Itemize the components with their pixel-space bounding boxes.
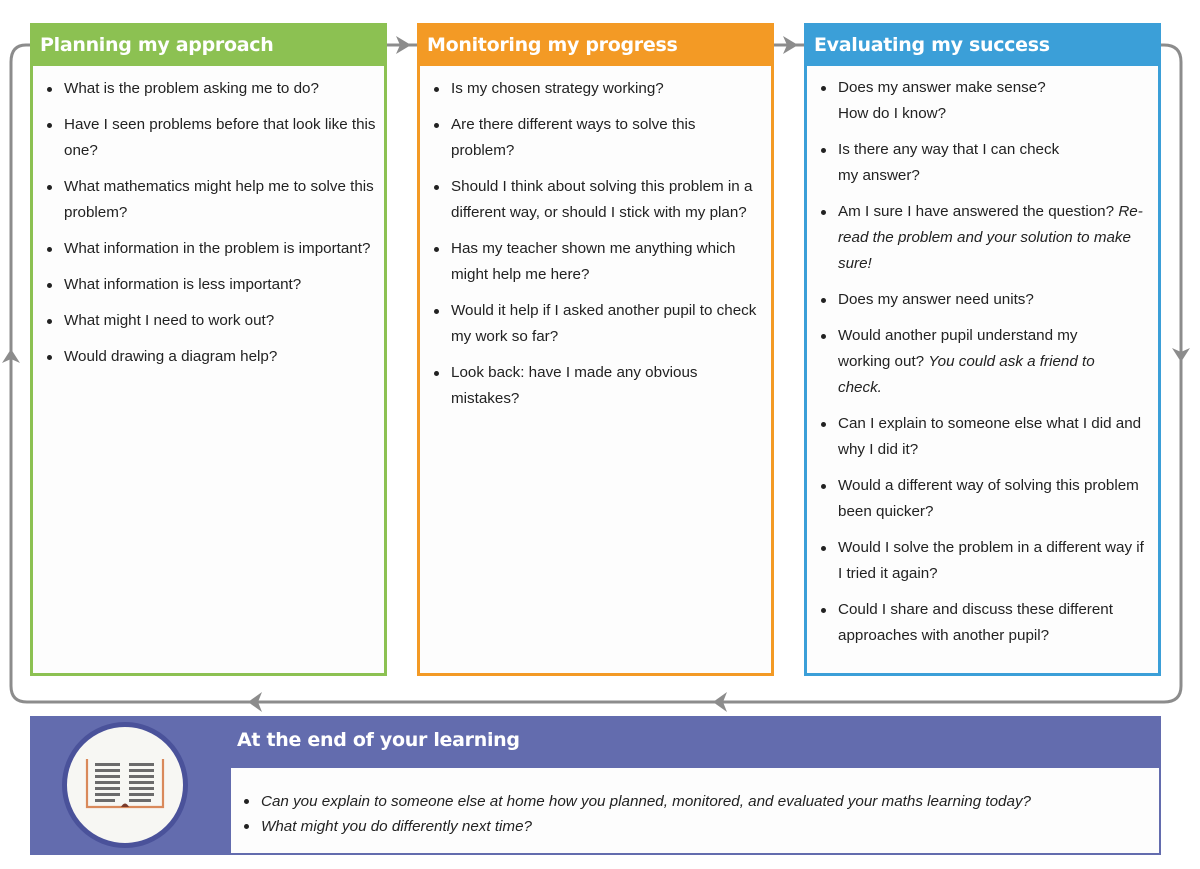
list-item: What information in the problem is important? <box>33 236 376 262</box>
list-item <box>807 597 1150 649</box>
list-item-hint: You could ask a friend to check. <box>838 353 1095 396</box>
list-item-text: Would I solve the problem in a different way if I tried it again? <box>838 539 1144 582</box>
list-item-text: Does my answer make sense? <box>838 79 1046 96</box>
list-item-text: Does my answer need units? <box>838 291 1034 308</box>
list-item <box>807 199 1150 277</box>
list-item <box>807 535 1150 587</box>
list-item: Should I think about solving this problem in a different way, or should I stick with my plan? <box>420 174 763 226</box>
list-item: What mathematics might help me to solve this problem? <box>33 174 376 226</box>
list-item: Is my chosen strategy working? <box>420 76 763 102</box>
list-item <box>807 137 1150 189</box>
book-icon-badge <box>62 722 188 848</box>
list-item-text: Can I explain to someone else what I did and why I did it? <box>838 415 1142 458</box>
end-section-title: At the end of your learning <box>237 729 520 751</box>
list-item: Look back: have I made any obvious mistakes? <box>420 360 763 412</box>
planning-panel <box>30 23 387 676</box>
list-item: Have I seen problems before that look like this one? <box>33 112 376 164</box>
list-item: What might you do differently next time? <box>231 814 1159 839</box>
list-item-text: Would a different way of solving this problem been quicker? <box>838 477 1139 520</box>
evaluating-panel <box>804 23 1161 676</box>
list-item-text: Is there any way that I can check <box>838 141 1060 158</box>
end-section-body <box>231 768 1159 853</box>
list-item: What is the problem asking me to do? <box>33 76 376 102</box>
planning-question-list <box>33 76 384 370</box>
list-item-text: Could I share and discuss these different approaches with another pupil? <box>838 601 1113 644</box>
list-item: Has my teacher shown me anything which might help me here? <box>420 236 763 288</box>
list-item: What information is less important? <box>33 272 376 298</box>
list-item-text-line2: my answer? <box>838 167 920 184</box>
list-item <box>807 323 1150 401</box>
list-item <box>807 411 1150 463</box>
list-item <box>807 75 1150 127</box>
end-question-list <box>231 789 1159 839</box>
list-item: Would it help if I asked another pupil to check my work so far? <box>420 298 763 350</box>
monitoring-panel-title: Monitoring my progress <box>420 26 771 66</box>
evaluating-panel-title: Evaluating my success <box>807 26 1158 66</box>
list-item: Are there different ways to solve this problem? <box>420 112 763 164</box>
open-book-icon <box>85 757 165 813</box>
list-item <box>807 473 1150 525</box>
monitoring-panel <box>417 23 774 676</box>
list-item: Can you explain to someone else at home how you planned, monitored, and evaluated your maths learning today? <box>231 789 1159 814</box>
list-item: What might I need to work out? <box>33 308 376 334</box>
list-item-text: Would another pupil understand my working out? <box>838 327 1078 370</box>
planning-panel-title: Planning my approach <box>33 26 384 66</box>
monitoring-question-list <box>420 76 771 412</box>
list-item-text: Am I sure I have answered the question? <box>838 203 1115 220</box>
end-of-learning-section <box>30 716 1161 855</box>
list-item-text-line2: How do I know? <box>838 105 947 122</box>
list-item <box>807 287 1150 313</box>
evaluating-question-list <box>807 75 1158 649</box>
list-item: Would drawing a diagram help? <box>33 344 376 370</box>
list-item-hint: Re-read the problem and your solution to make sure! <box>838 203 1143 272</box>
